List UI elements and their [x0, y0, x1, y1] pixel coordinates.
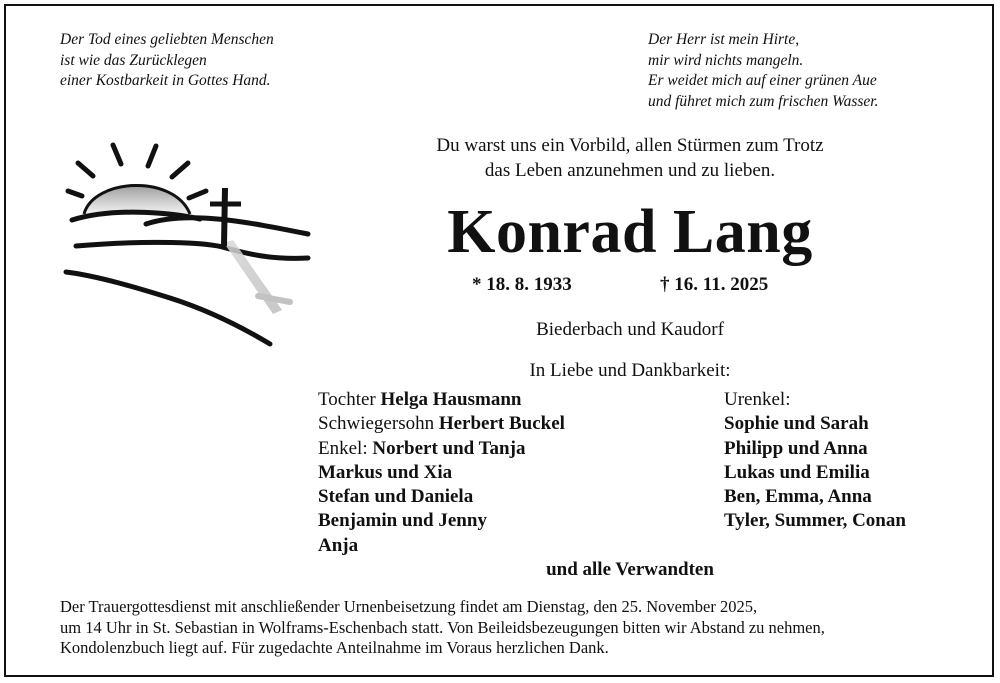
quote-line: Der Tod eines geliebten Menschen [60, 31, 274, 48]
mourner-line: Anja [318, 534, 359, 556]
mourners-left [318, 388, 565, 558]
dedication: In Liebe und Dankbarkeit: [529, 360, 731, 381]
mourner-line: Stefan und Daniela [318, 486, 474, 508]
mourner-line: Schwiegersohn Herbert Buckel [318, 413, 565, 435]
notice-line: Kondolenzbuch liegt auf. Für zugedachte Anteilnahme im Voraus herzlichen Dank. [60, 638, 609, 657]
funeral-notice [60, 597, 960, 659]
intro-text [336, 133, 924, 183]
intro-line: Du warst uns ein Vorbild, allen Stürmen zum Trotz [436, 135, 824, 156]
quote-right [648, 30, 879, 112]
mourners-right [724, 388, 906, 534]
quote-line: Der Herr ist mein Hirte, [648, 31, 800, 48]
mourner-line: Philipp und Anna [724, 437, 868, 459]
mourner-line: Urenkel: [724, 389, 791, 410]
birth-date: * 18. 8. 1933 [472, 274, 572, 295]
mourner-line: Benjamin und Jenny [318, 510, 487, 532]
notice-line: Der Trauergottesdienst mit anschließender Urnenbeisetzung findet am Dienstag, den 25. November 2025, [60, 597, 758, 616]
quote-line: Er weidet mich auf einer grünen Aue [648, 72, 877, 89]
intro-line: das Leben anzunehmen und zu lieben. [484, 160, 776, 181]
mourner-line: Tyler, Summer, Conan [724, 510, 906, 532]
death-date: † 16. 11. 2025 [660, 274, 769, 295]
notice-line: um 14 Uhr in St. Sebastian in Wolframs-Eschenbach statt. Von Beileidsbezeugungen bitten wir Abstand zu nehmen, [60, 617, 825, 637]
relatives: und alle Verwandten [546, 559, 714, 580]
mourner-line: Tochter Helga Hausmann [318, 389, 522, 410]
quote-left [60, 30, 274, 92]
sun-cross-landscape-icon [58, 136, 318, 351]
quote-line: ist wie das Zurücklegen [60, 51, 207, 69]
obituary-card [4, 4, 994, 677]
mourner-line: Lukas und Emilia [724, 461, 870, 483]
quote-line: einer Kostbarkeit in Gottes Hand. [60, 72, 271, 89]
deceased-name: Konrad Lang [447, 198, 813, 266]
quote-line: mir wird nichts mangeln. [648, 51, 804, 69]
quote-line: und führet mich zum frischen Wasser. [648, 92, 879, 110]
places: Biederbach und Kaudorf [536, 319, 724, 340]
mourner-line: Sophie und Sarah [724, 413, 869, 435]
mourner-line: Ben, Emma, Anna [724, 486, 872, 508]
mourner-line: Enkel: Norbert und Tanja [318, 437, 526, 459]
mourner-line: Markus und Xia [318, 461, 453, 483]
